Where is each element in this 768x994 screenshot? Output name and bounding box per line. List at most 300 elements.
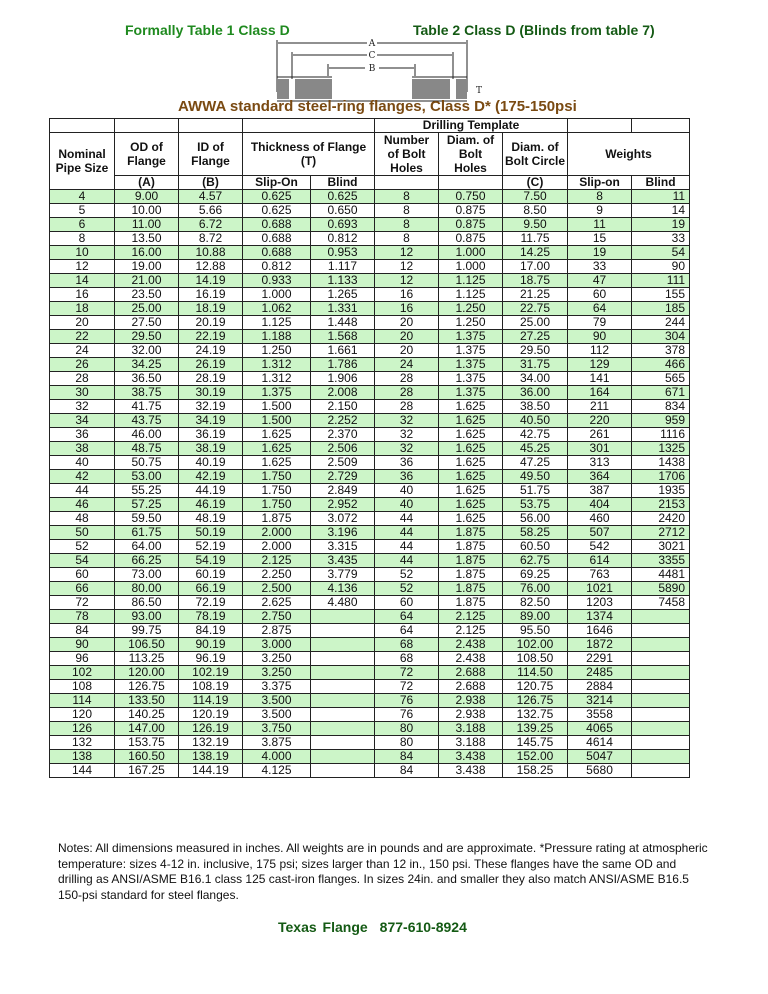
table-cell: 80 — [375, 736, 439, 750]
table-cell: 4.57 — [179, 190, 243, 204]
table-cell: 3.188 — [439, 736, 503, 750]
table-cell: 12 — [375, 246, 439, 260]
table-cell: 34.00 — [503, 372, 568, 386]
table-cell: 50.75 — [115, 456, 179, 470]
table-cell: 1.250 — [439, 302, 503, 316]
subheader-weight-blind: Blind — [632, 176, 690, 190]
table-cell: 16.00 — [115, 246, 179, 260]
table-cell: 93.00 — [115, 610, 179, 624]
table-cell: 64 — [375, 624, 439, 638]
table-cell: 3.196 — [311, 526, 375, 540]
table-cell: 2.000 — [243, 540, 311, 554]
table-cell: 72 — [375, 680, 439, 694]
table-cell: 50 — [50, 526, 115, 540]
table-row — [50, 246, 690, 260]
table-cell: 1021 — [568, 582, 632, 596]
table-cell: 301 — [568, 442, 632, 456]
table-cell: 16 — [375, 288, 439, 302]
table-cell: 2.875 — [243, 624, 311, 638]
table-cell: 89.00 — [503, 610, 568, 624]
table-cell: 11.75 — [503, 232, 568, 246]
table-row — [50, 428, 690, 442]
table-cell: 185 — [632, 302, 690, 316]
table-cell: 1.265 — [311, 288, 375, 302]
table-cell: 36 — [50, 428, 115, 442]
table-cell: 1.661 — [311, 344, 375, 358]
table-cell: 84 — [375, 750, 439, 764]
table-cell: 22.19 — [179, 330, 243, 344]
table-cell: 3.500 — [243, 708, 311, 722]
table-cell: 9.50 — [503, 218, 568, 232]
table-row — [50, 764, 690, 778]
table-cell: 1.000 — [243, 288, 311, 302]
table-cell: 3.072 — [311, 512, 375, 526]
table-cell: 1.125 — [439, 274, 503, 288]
table-cell: 1.875 — [439, 582, 503, 596]
table-cell: 66.19 — [179, 582, 243, 596]
table-cell: 1.375 — [439, 330, 503, 344]
notes: Notes: All dimensions measured in inches. All weights are in pounds and are approximate. *Pressure rating at atmospheric temperature: sizes 4-12 in. inclusive, 175 psi; sizes larger than 12 in., 150 psi. These flanges have the same OD and drilling as ANSI/ASME B16.1 class 125 cast-iron flanges. In sizes 24in. and smaller they also match ANSI/ASME B16.5 150-psi standard for steel flanges. — [58, 841, 708, 902]
table-cell: 90.19 — [179, 638, 243, 652]
table-cell: 2884 — [568, 680, 632, 694]
table-cell: 13.50 — [115, 232, 179, 246]
table-cell: 114 — [50, 694, 115, 708]
table-cell: 0.688 — [243, 218, 311, 232]
table-cell: 1.312 — [243, 358, 311, 372]
table-cell: 108 — [50, 680, 115, 694]
table-cell: 304 — [632, 330, 690, 344]
table-cell — [632, 610, 690, 624]
table-cell: 29.50 — [503, 344, 568, 358]
table-cell: 56.00 — [503, 512, 568, 526]
table-cell: 120.19 — [179, 708, 243, 722]
table-cell: 138 — [50, 750, 115, 764]
table-cell: 1935 — [632, 484, 690, 498]
table-cell: 2.125 — [439, 624, 503, 638]
table-cell: 38.19 — [179, 442, 243, 456]
table-cell: 1.375 — [439, 372, 503, 386]
table-cell: 52 — [375, 582, 439, 596]
table-row — [50, 316, 690, 330]
table-cell: 2.952 — [311, 498, 375, 512]
table-cell: 0.875 — [439, 204, 503, 218]
table-cell: 2.625 — [243, 596, 311, 610]
table-cell: 42.75 — [503, 428, 568, 442]
table-cell: 1.625 — [439, 414, 503, 428]
group-header-row — [50, 119, 690, 133]
table-cell — [311, 722, 375, 736]
table-cell: 41.75 — [115, 400, 179, 414]
table-cell: 1.250 — [439, 316, 503, 330]
table-cell: 1.625 — [439, 512, 503, 526]
table-row — [50, 750, 690, 764]
table-cell: 60 — [50, 568, 115, 582]
table-cell: 466 — [632, 358, 690, 372]
table-cell: 57.25 — [115, 498, 179, 512]
table-cell: 144.19 — [179, 764, 243, 778]
table-cell: 2291 — [568, 652, 632, 666]
table-cell: 40 — [375, 484, 439, 498]
table-cell — [632, 652, 690, 666]
table-cell: 102.19 — [179, 666, 243, 680]
table-cell: 378 — [632, 344, 690, 358]
table-cell: 11.00 — [115, 218, 179, 232]
table-cell: 126.19 — [179, 722, 243, 736]
table-cell: 1438 — [632, 456, 690, 470]
table-body — [50, 190, 690, 778]
table-cell: 84 — [375, 764, 439, 778]
table-cell: 5 — [50, 204, 115, 218]
table-cell — [311, 736, 375, 750]
subheader-c: (C) — [503, 176, 568, 190]
table-cell: 28 — [375, 372, 439, 386]
table-cell: 0.875 — [439, 232, 503, 246]
table-cell: 3.750 — [243, 722, 311, 736]
table-cell: 6 — [50, 218, 115, 232]
table-cell — [311, 694, 375, 708]
table-cell: 1.750 — [243, 498, 311, 512]
table-cell: 111 — [632, 274, 690, 288]
table-cell: 364 — [568, 470, 632, 484]
table-cell: 14 — [50, 274, 115, 288]
table-cell: 2.750 — [243, 610, 311, 624]
table-cell: 58.25 — [503, 526, 568, 540]
table-row — [50, 610, 690, 624]
table-cell: 3.375 — [243, 680, 311, 694]
table-cell: 0.953 — [311, 246, 375, 260]
table-cell: 16.19 — [179, 288, 243, 302]
table-cell: 8 — [375, 218, 439, 232]
table-cell: 0.625 — [243, 190, 311, 204]
table-cell: 11 — [568, 218, 632, 232]
table-cell: 28 — [375, 386, 439, 400]
table-cell: 38 — [50, 442, 115, 456]
table-row — [50, 568, 690, 582]
table-row — [50, 694, 690, 708]
table-cell: 1.117 — [311, 260, 375, 274]
table-cell: 3.250 — [243, 666, 311, 680]
table-cell: 2.252 — [311, 414, 375, 428]
table-cell: 27.25 — [503, 330, 568, 344]
main-title: AWWA standard steel-ring flanges, Class D* (175-150psi — [178, 98, 577, 115]
table-cell: 18 — [50, 302, 115, 316]
table-row — [50, 190, 690, 204]
table-cell: 1.125 — [243, 316, 311, 330]
table-cell: 158.25 — [503, 764, 568, 778]
table-row — [50, 470, 690, 484]
table-cell: 3.438 — [439, 750, 503, 764]
table-cell: 2.509 — [311, 456, 375, 470]
table-cell: 0.693 — [311, 218, 375, 232]
table-cell: 52.19 — [179, 540, 243, 554]
subheader-b: (B) — [179, 176, 243, 190]
table-cell: 4.136 — [311, 582, 375, 596]
table-cell: 138.19 — [179, 750, 243, 764]
table-cell: 565 — [632, 372, 690, 386]
table-cell: 0.812 — [243, 260, 311, 274]
table-row — [50, 666, 690, 680]
table-cell: 211 — [568, 400, 632, 414]
table-row — [50, 274, 690, 288]
table-row — [50, 288, 690, 302]
table-cell: 244 — [632, 316, 690, 330]
table-cell: 139.25 — [503, 722, 568, 736]
table-cell: 20 — [375, 330, 439, 344]
table-cell: 1.375 — [439, 386, 503, 400]
table-cell: 4.000 — [243, 750, 311, 764]
table-cell: 49.50 — [503, 470, 568, 484]
table-cell: 28 — [50, 372, 115, 386]
table-cell: 19.00 — [115, 260, 179, 274]
table-row — [50, 218, 690, 232]
table-cell: 1.250 — [243, 344, 311, 358]
table-cell: 4614 — [568, 736, 632, 750]
table-cell: 3021 — [632, 540, 690, 554]
table-cell: 3214 — [568, 694, 632, 708]
header-row — [50, 133, 690, 176]
table-cell: 68 — [375, 638, 439, 652]
table-cell: 2485 — [568, 666, 632, 680]
table-cell: 54 — [632, 246, 690, 260]
table-cell: 8 — [50, 232, 115, 246]
table-row — [50, 414, 690, 428]
table-cell: 2.506 — [311, 442, 375, 456]
table-cell: 132 — [50, 736, 115, 750]
table-cell: 1.500 — [243, 400, 311, 414]
table-cell: 2.000 — [243, 526, 311, 540]
table-cell — [311, 652, 375, 666]
table-cell: 32.19 — [179, 400, 243, 414]
table-cell: 15 — [568, 232, 632, 246]
table-cell: 3.250 — [243, 652, 311, 666]
table-cell: 32 — [50, 400, 115, 414]
table-row — [50, 498, 690, 512]
table-cell: 33 — [632, 232, 690, 246]
table-cell: 114.50 — [503, 666, 568, 680]
table-cell: 44 — [375, 512, 439, 526]
table-cell: 78.19 — [179, 610, 243, 624]
table-cell: 1.875 — [439, 526, 503, 540]
table-cell: 46.00 — [115, 428, 179, 442]
table-cell: 34.19 — [179, 414, 243, 428]
table-cell: 4.125 — [243, 764, 311, 778]
table-cell: 1.500 — [243, 414, 311, 428]
subheader-empty — [375, 176, 439, 190]
table-cell: 82.50 — [503, 596, 568, 610]
table-cell: 60 — [375, 596, 439, 610]
table-cell: 2.500 — [243, 582, 311, 596]
table-cell — [311, 764, 375, 778]
subheader-slip-on: Slip-On — [243, 176, 311, 190]
table-cell: 2.438 — [439, 652, 503, 666]
table-row — [50, 302, 690, 316]
table-cell: 834 — [632, 400, 690, 414]
table-cell: 1.000 — [439, 246, 503, 260]
table-cell: 64 — [568, 302, 632, 316]
table-cell: 542 — [568, 540, 632, 554]
table-cell: 66.25 — [115, 554, 179, 568]
table-cell: 40 — [375, 498, 439, 512]
table-cell: 68 — [375, 652, 439, 666]
table-cell: 14 — [632, 204, 690, 218]
table-cell: 47 — [568, 274, 632, 288]
header-nominal-size: Nominal Pipe Size — [50, 133, 115, 190]
table-cell: 145.75 — [503, 736, 568, 750]
table-cell — [311, 666, 375, 680]
table-cell: 120 — [50, 708, 115, 722]
table-cell: 32.00 — [115, 344, 179, 358]
table-cell — [632, 722, 690, 736]
table-cell: 1.188 — [243, 330, 311, 344]
table-cell: 20 — [375, 344, 439, 358]
table-row — [50, 722, 690, 736]
table-cell: 2.688 — [439, 680, 503, 694]
table-cell: 0.650 — [311, 204, 375, 218]
table-cell: 313 — [568, 456, 632, 470]
table-cell: 10 — [50, 246, 115, 260]
table-cell: 106.50 — [115, 638, 179, 652]
table-cell — [632, 638, 690, 652]
subheader-empty — [439, 176, 503, 190]
table-cell — [632, 694, 690, 708]
table-cell: 53.75 — [503, 498, 568, 512]
table-cell: 55.25 — [115, 484, 179, 498]
table-cell: 30.19 — [179, 386, 243, 400]
header-od: OD of Flange — [115, 133, 179, 176]
table-cell: 8 — [375, 190, 439, 204]
table-cell: 0.812 — [311, 232, 375, 246]
table-cell — [632, 666, 690, 680]
table-cell: 40.50 — [503, 414, 568, 428]
table-cell — [311, 750, 375, 764]
table-cell — [632, 680, 690, 694]
table-cell: 1.786 — [311, 358, 375, 372]
table-cell: 23.50 — [115, 288, 179, 302]
table-row — [50, 652, 690, 666]
table-cell — [311, 624, 375, 638]
table-cell: 48.19 — [179, 512, 243, 526]
table-cell: 76 — [375, 694, 439, 708]
subheader-weight-slip-on: Slip-on — [568, 176, 632, 190]
table-cell: 60.50 — [503, 540, 568, 554]
header-bolt-diam: Diam. of Bolt Holes — [439, 133, 503, 176]
table-cell: 19 — [568, 246, 632, 260]
table-cell: 1.875 — [439, 554, 503, 568]
table-cell: 126.75 — [115, 680, 179, 694]
table-cell: 959 — [632, 414, 690, 428]
table-cell: 9 — [568, 204, 632, 218]
table-cell: 7458 — [632, 596, 690, 610]
diagram-label-b: B — [368, 64, 376, 74]
table-cell — [632, 624, 690, 638]
table-cell: 21.00 — [115, 274, 179, 288]
table-cell: 126.75 — [503, 694, 568, 708]
table-cell — [311, 680, 375, 694]
table-cell: 53.00 — [115, 470, 179, 484]
table-cell: 5047 — [568, 750, 632, 764]
table-cell: 3.435 — [311, 554, 375, 568]
table-cell: 50.19 — [179, 526, 243, 540]
table-cell: 43.75 — [115, 414, 179, 428]
table-row — [50, 554, 690, 568]
phone-number: 877-610-8924 — [379, 919, 467, 935]
table-cell: 48 — [50, 512, 115, 526]
table-cell: 48.75 — [115, 442, 179, 456]
table-cell: 8.50 — [503, 204, 568, 218]
table-row — [50, 526, 690, 540]
table-cell: 3.188 — [439, 722, 503, 736]
table-cell: 0.688 — [243, 232, 311, 246]
table-cell: 44 — [375, 540, 439, 554]
header-id: ID of Flange — [179, 133, 243, 176]
table-cell: 96.19 — [179, 652, 243, 666]
subheader-a: (A) — [115, 176, 179, 190]
table-cell: 1.906 — [311, 372, 375, 386]
table-cell: 16 — [375, 302, 439, 316]
table-cell — [311, 708, 375, 722]
table-cell: 60.19 — [179, 568, 243, 582]
table-cell: 12.88 — [179, 260, 243, 274]
table-row — [50, 708, 690, 722]
table-cell: 59.50 — [115, 512, 179, 526]
table-cell: 1.375 — [439, 358, 503, 372]
table-cell: 40.19 — [179, 456, 243, 470]
table-cell: 34.25 — [115, 358, 179, 372]
table-cell: 12 — [50, 260, 115, 274]
table-cell: 72 — [375, 666, 439, 680]
table-cell: 5.66 — [179, 204, 243, 218]
table-cell: 460 — [568, 512, 632, 526]
table-row — [50, 456, 690, 470]
table-cell: 32 — [375, 428, 439, 442]
table-cell: 0.750 — [439, 190, 503, 204]
table-cell: 14.19 — [179, 274, 243, 288]
table-cell: 31.75 — [503, 358, 568, 372]
table-cell: 8 — [375, 232, 439, 246]
table-cell: 60 — [568, 288, 632, 302]
table-cell: 507 — [568, 526, 632, 540]
table-cell: 80.00 — [115, 582, 179, 596]
table-cell: 12 — [375, 260, 439, 274]
table-cell: 18.75 — [503, 274, 568, 288]
table-cell: 1.625 — [243, 428, 311, 442]
table-cell: 69.25 — [503, 568, 568, 582]
table-cell: 126 — [50, 722, 115, 736]
table-cell: 1374 — [568, 610, 632, 624]
table-row — [50, 260, 690, 274]
table-cell: 2.370 — [311, 428, 375, 442]
table-cell: 160.50 — [115, 750, 179, 764]
table-row — [50, 442, 690, 456]
table-cell: 12 — [375, 274, 439, 288]
table-cell: 4065 — [568, 722, 632, 736]
table-cell: 30 — [50, 386, 115, 400]
diagram-label-a: A — [368, 39, 376, 49]
table-cell: 2.729 — [311, 470, 375, 484]
table-cell: 45.25 — [503, 442, 568, 456]
table-cell: 1.000 — [439, 260, 503, 274]
table-cell: 90 — [50, 638, 115, 652]
table-cell: 1.625 — [439, 484, 503, 498]
table-cell: 51.75 — [503, 484, 568, 498]
table-cell: 1706 — [632, 470, 690, 484]
table-cell: 73.00 — [115, 568, 179, 582]
table-cell: 62.75 — [503, 554, 568, 568]
table-cell: 20 — [50, 316, 115, 330]
table-cell: 1872 — [568, 638, 632, 652]
table-cell: 8 — [568, 190, 632, 204]
table-cell: 1.625 — [439, 470, 503, 484]
